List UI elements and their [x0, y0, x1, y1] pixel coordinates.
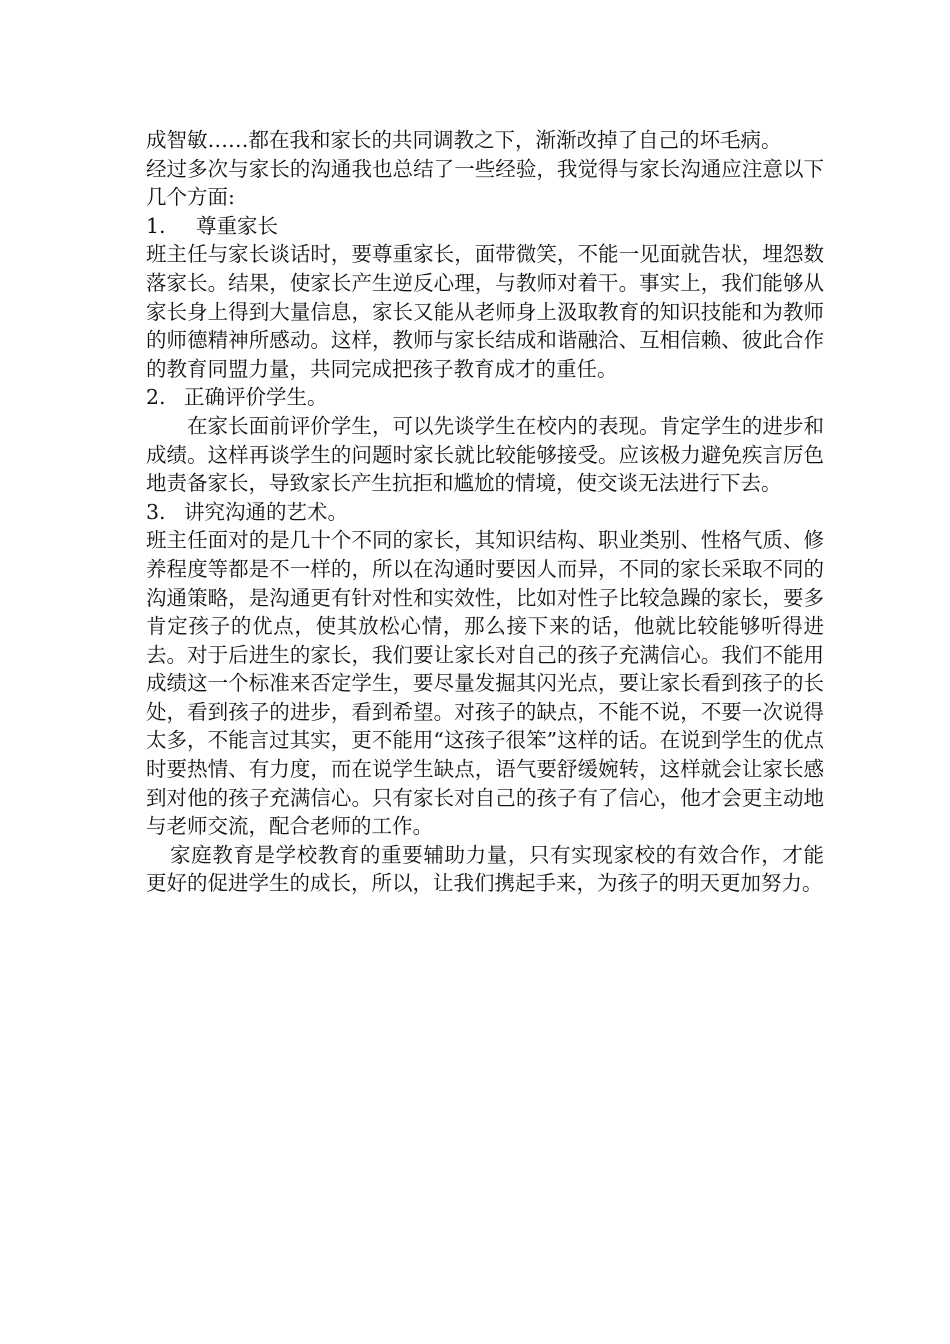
- paragraph-evaluate-students: 在家长面前评价学生，可以先谈学生在校内的表现。肯定学生的进步和成绩。这样再谈学生的问题时家长就比较能够接受。应该极力避免疾言厉色地责备家长，导致家长产生抗拒和尴尬的情境，使交谈无法进行下去。: [146, 413, 824, 496]
- section-heading-2: [146, 383, 824, 412]
- paragraph-respect-parents: 班主任与家长谈话时，要尊重家长，面带微笑，不能一见面就告状，埋怨数落家长。结果，使家长产生逆反心理，与教师对着干。事实上，我们能够从家长身上得到大量信息，家长又能从老师身上汲取教育的知识技能和为教师的师德精神所感动。这样，教师与家长结成和谐融洽、互相信赖、彼此合作的教育同盟力量，共同完成把孩子教育成才的重任。: [146, 242, 824, 381]
- section-title-3: 讲究沟通的艺术。: [184, 499, 348, 524]
- section-heading-1: [146, 212, 824, 241]
- document-page: [146, 126, 824, 898]
- section-title-2: 正确评价学生。: [184, 385, 328, 410]
- section-number-3: 3.: [146, 499, 166, 524]
- paragraph-summary: 经过多次与家长的沟通我也总结了一些经验，我觉得与家长沟通应注意以下几个方面:: [146, 156, 824, 210]
- section-heading-3: [146, 498, 824, 527]
- paragraph-intro-continuation: 成智敏……都在我和家长的共同调教之下，渐渐改掉了自己的坏毛病。: [146, 128, 782, 152]
- paragraph-conclusion: 家庭教育是学校教育的重要辅助力量，只有实现家校的有效合作，才能更好的促进学生的成长，所以，让我们携起手来，为孩子的明天更加努力。: [146, 842, 824, 896]
- section-number-1: 1.: [146, 213, 166, 238]
- paragraph-communication-art: 班主任面对的是几十个不同的家长，其知识结构、职业类别、性格气质、修养程度等都是不一样的，所以在沟通时要因人而异，不同的家长采取不同的沟通策略，是沟通更有针对性和实效性，比如对性子比较急躁的家长，要多肯定孩子的优点，使其放松心情，那么接下来的话，他就比较能够听得进去。对于后进生的家长，我们要让家长对自己的孩子充满信心。我们不能用成绩这一个标准来否定学生，要尽量发掘其闪光点，要让家长看到孩子的长处，看到孩子的进步，看到希望。对孩子的缺点，不能不说，不要一次说得太多，不能言过其实，更不能用“这孩子很笨”这样的话。在说到学生的优点时要热情、有力度，而在说学生缺点，语气要舒缓婉转，这样就会让家长感到对他的孩子充满信心。只有家长对自己的孩子有了信心，他才会更主动地与老师交流，配合老师的工作。: [146, 528, 824, 839]
- section-number-2: 2.: [146, 385, 166, 410]
- section-title-1: 尊重家长: [196, 213, 278, 238]
